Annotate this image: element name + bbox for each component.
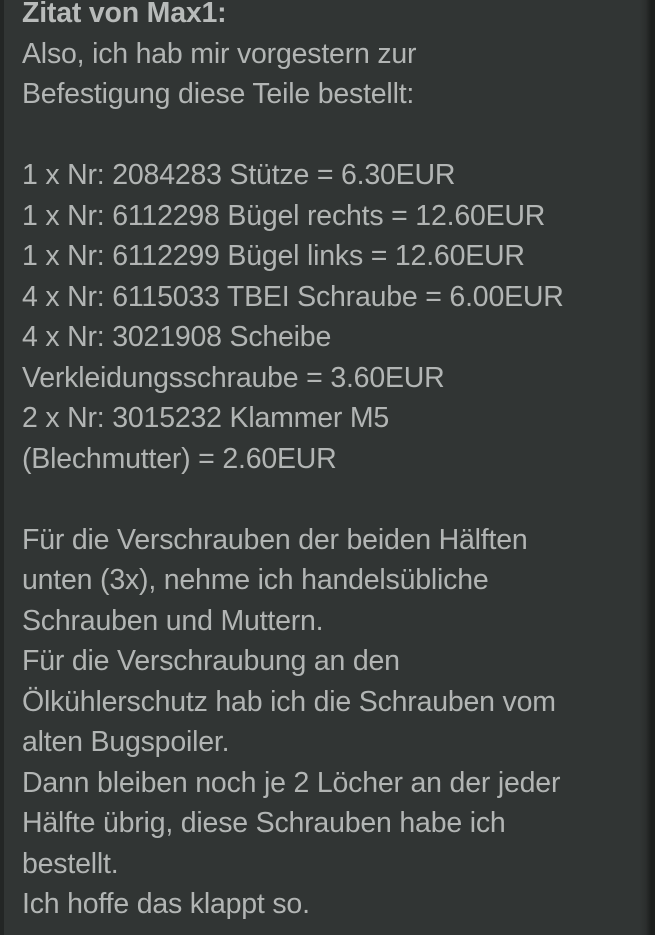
note-line: bestellt. xyxy=(22,847,119,880)
quote-text-line: Also, ich hab mir vorgestern zur xyxy=(22,37,417,70)
quote-intro-group xyxy=(22,0,635,115)
note-line: unten (3x), nehme ich handelsübliche xyxy=(22,564,489,596)
note-line: Schrauben und Muttern. xyxy=(22,604,324,637)
note-line: Hälfte übrig, diese Schrauben habe ich xyxy=(22,807,506,839)
part-line: 1 x Nr: 6112298 Bügel rechts = 12.60EUR xyxy=(22,199,546,232)
note-line: Für die Verschrauben der beiden Hälften xyxy=(22,523,528,556)
quote-text-line: Befestigung diese Teile bestellt: xyxy=(22,78,415,110)
part-line: 2 x Nr: 3015232 Klammer M5 xyxy=(22,402,390,434)
part-line: 4 x Nr: 3021908 Scheibe xyxy=(22,321,332,353)
part-line: (Blechmutter) = 2.60EUR xyxy=(22,442,337,475)
note-line: alten Bugspoiler. xyxy=(22,726,230,758)
note-line: Dann bleiben noch je 2 Löcher an der jeder xyxy=(22,766,561,799)
part-line: 1 x Nr: 6112299 Bügel links = 12.60EUR xyxy=(22,240,525,272)
right-edge-border xyxy=(640,0,655,935)
part-line: Verkleidungsschraube = 3.60EUR xyxy=(22,361,445,394)
part-line: 1 x Nr: 2084283 Stütze = 6.30EUR xyxy=(22,159,456,191)
left-edge-border xyxy=(0,0,4,935)
parts-list-group xyxy=(22,155,635,479)
note-line: Ölkühlerschutz hab ich die Schrauben vom xyxy=(22,685,556,718)
quote-content xyxy=(22,0,635,925)
note-line: Ich hoffe das klappt so. xyxy=(22,888,310,920)
quote-header: Zitat von Max1: xyxy=(22,0,227,29)
part-line: 4 x Nr: 6115033 TBEI Schraube = 6.00EUR xyxy=(22,280,564,313)
notes-group xyxy=(22,520,635,925)
note-line: Für die Verschraubung an den xyxy=(22,645,400,677)
